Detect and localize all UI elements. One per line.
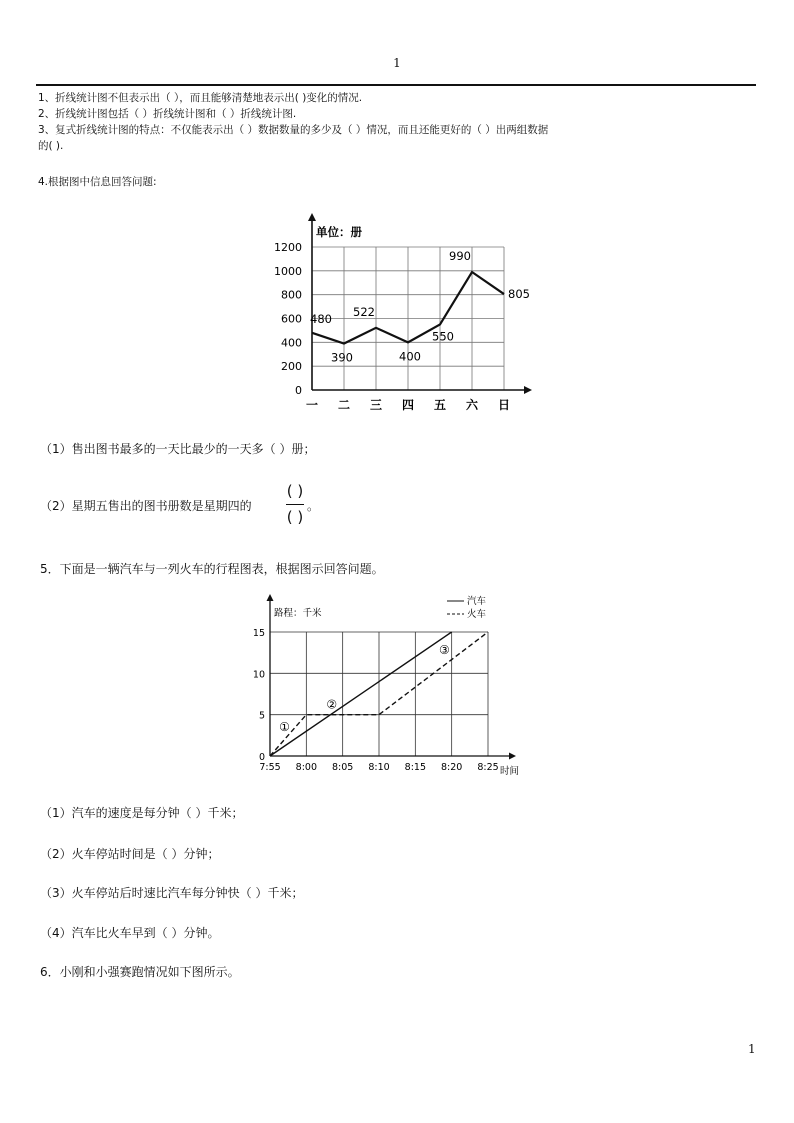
footer-page-number: 1 <box>748 1042 756 1056</box>
x-tick-label: 三 <box>369 398 383 412</box>
x-tick-label: 8:05 <box>331 762 354 773</box>
y-tick-label: 15 <box>252 628 265 639</box>
y-axis-arrow <box>267 594 274 601</box>
car-series-line <box>270 632 452 756</box>
x-tick-label: 8:10 <box>368 762 390 773</box>
x-axis-arrow <box>524 386 532 394</box>
data-label: 390 <box>331 350 353 365</box>
y-tick-label: 400 <box>281 336 302 350</box>
header-rule <box>36 84 756 86</box>
legend-label: 火车 <box>467 609 487 620</box>
data-label: 990 <box>449 249 471 264</box>
chart-unit-label: 单位：册 <box>316 225 362 239</box>
y-tick-label: 600 <box>281 312 302 326</box>
x-tick-label: 五 <box>433 398 447 412</box>
y-axis-label: 路程：千米 <box>274 608 322 619</box>
fraction-bar <box>286 504 304 505</box>
q5-title: 5．下面是一辆汽车与一列火车的行程图表，根据图示回答问题。 <box>40 562 384 576</box>
q4-sub1: （1）售出图书最多的一天比最少的一天多（ ）册； <box>40 442 316 456</box>
y-tick-label: 1000 <box>274 264 302 278</box>
circled-marker: ① <box>279 720 290 735</box>
circled-marker: ③ <box>439 643 450 658</box>
q5-sub4: （4）汽车比火车早到（ ）分钟。 <box>40 926 220 940</box>
y-tick-label: 10 <box>252 669 265 681</box>
fill-blank-q1: 1、折线统计图不但表示出（ ），而且能够清楚地表示出( )变化的情况. <box>38 92 363 104</box>
x-tick-label: 8:15 <box>404 762 427 773</box>
x-tick-label: 8:00 <box>295 762 318 773</box>
y-tick-label: 200 <box>281 360 302 374</box>
q6-title: 6．小刚和小强赛跑情况如下图所示。 <box>40 965 240 979</box>
y-tick-label: 5 <box>258 710 265 722</box>
fraction-numerator: ( ) <box>286 482 304 500</box>
q5-sub3: （3）火车停站后时速比汽车每分钟快（ ）千米； <box>40 886 304 900</box>
fraction-denominator: ( ) <box>286 508 304 526</box>
data-label: 522 <box>353 304 375 319</box>
x-tick-label: 日 <box>497 398 511 412</box>
x-tick-label: 一 <box>305 398 319 412</box>
books-sold-line-chart <box>270 212 560 418</box>
page-header-number: 1 <box>393 56 401 70</box>
data-label: 550 <box>432 329 454 344</box>
fill-blank-q3-line2: 的( ). <box>38 140 64 152</box>
x-tick-label: 六 <box>465 398 479 412</box>
q4-sub2-fraction <box>285 482 305 528</box>
x-tick-label: 二 <box>337 398 351 412</box>
x-tick-label: 8:20 <box>440 762 463 773</box>
data-label: 480 <box>310 311 332 326</box>
y-tick-label: 800 <box>281 288 302 302</box>
q5-sub1: （1）汽车的速度是每分钟（ ）千米； <box>40 806 244 820</box>
data-label: 805 <box>508 287 530 302</box>
data-label: 400 <box>399 349 421 364</box>
q4-title: 4.根据图中信息回答问题: <box>38 176 157 188</box>
q4-sub2-prefix: （2）星期五售出的图书册数是星期四的 <box>40 499 252 513</box>
circled-marker: ② <box>326 697 338 712</box>
y-tick-label: 0 <box>295 384 302 397</box>
y-tick-label: 0 <box>258 752 265 763</box>
legend-label: 汽车 <box>467 596 487 607</box>
fill-blank-q3-line1: 3、复式折线统计图的特点：不仅能表示出（ ）数据数量的多少及（ ）情况，而且还能更好的（ ）出两组数据 <box>38 124 549 136</box>
q4-sub2-suffix: 。 <box>307 499 320 513</box>
y-tick-label: 1200 <box>274 241 302 254</box>
x-tick-label: 8:25 <box>477 762 499 773</box>
fill-blank-q2: 2、折线统计图包括（ ）折线统计图和（ ）折线统计图. <box>38 108 297 120</box>
x-tick-label: 四 <box>401 398 415 412</box>
q5-sub2: （2）火车停站时间是（ ）分钟； <box>40 847 220 861</box>
x-tick-label: 7:55 <box>259 762 281 773</box>
x-axis-label: 时间 <box>500 766 520 777</box>
y-axis-arrow <box>308 213 316 221</box>
travel-distance-chart <box>252 594 552 778</box>
x-axis-arrow <box>509 753 516 760</box>
